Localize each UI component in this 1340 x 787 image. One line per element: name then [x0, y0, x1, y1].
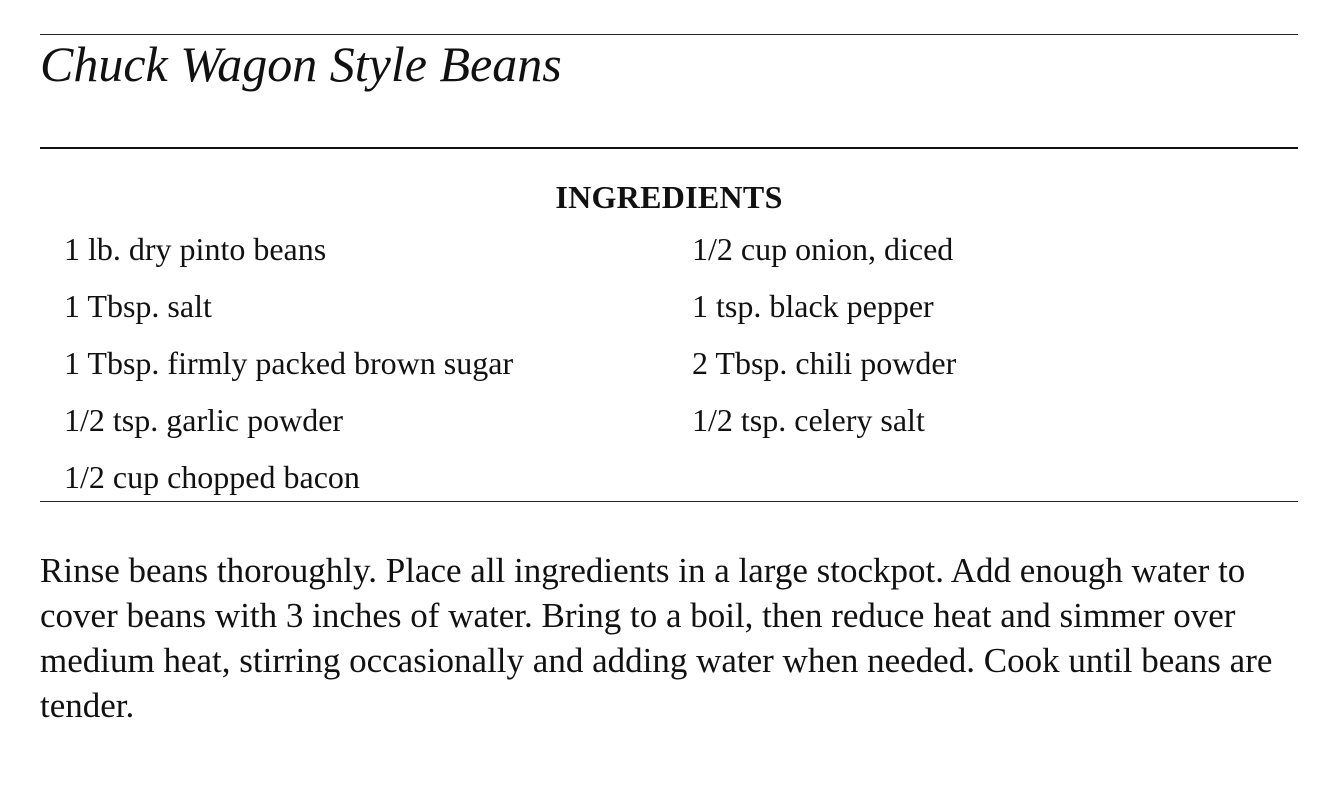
ingredients-column-right [668, 221, 1298, 506]
ingredient-item: 1/2 tsp. garlic powder [64, 402, 344, 438]
ingredient-item: 1/2 cup chopped bacon [64, 459, 360, 495]
ingredients-column-left [40, 221, 668, 506]
ingredient-item: 1 Tbsp. salt [64, 288, 212, 324]
ingredients-list [40, 221, 1298, 506]
top-divider [40, 34, 1298, 35]
recipe-card [40, 34, 1298, 763]
directions-text: Rinse beans thoroughly. Place all ingredients in a large stockpot. Add enough water to cover beans with 3 inches of water. Bring to a boil, then reduce heat and simmer over medium heat, stirring occasionally and adding water when needed. Cook until beans are tender. [40, 551, 1273, 725]
title-divider [40, 147, 1298, 149]
ingredient-item: 2 Tbsp. chili powder [692, 345, 957, 381]
ingredient-item: 1 tsp. black pepper [692, 288, 934, 324]
recipe-title: Chuck Wagon Style Beans [40, 36, 562, 92]
ingredient-item: 1 Tbsp. firmly packed brown sugar [64, 345, 514, 381]
ingredient-item: 1 lb. dry pinto beans [64, 231, 327, 267]
ingredient-item: 1/2 cup onion, diced [692, 231, 954, 267]
ingredients-heading: INGREDIENTS [555, 179, 783, 215]
ingredient-item: 1/2 tsp. celery salt [692, 402, 925, 438]
